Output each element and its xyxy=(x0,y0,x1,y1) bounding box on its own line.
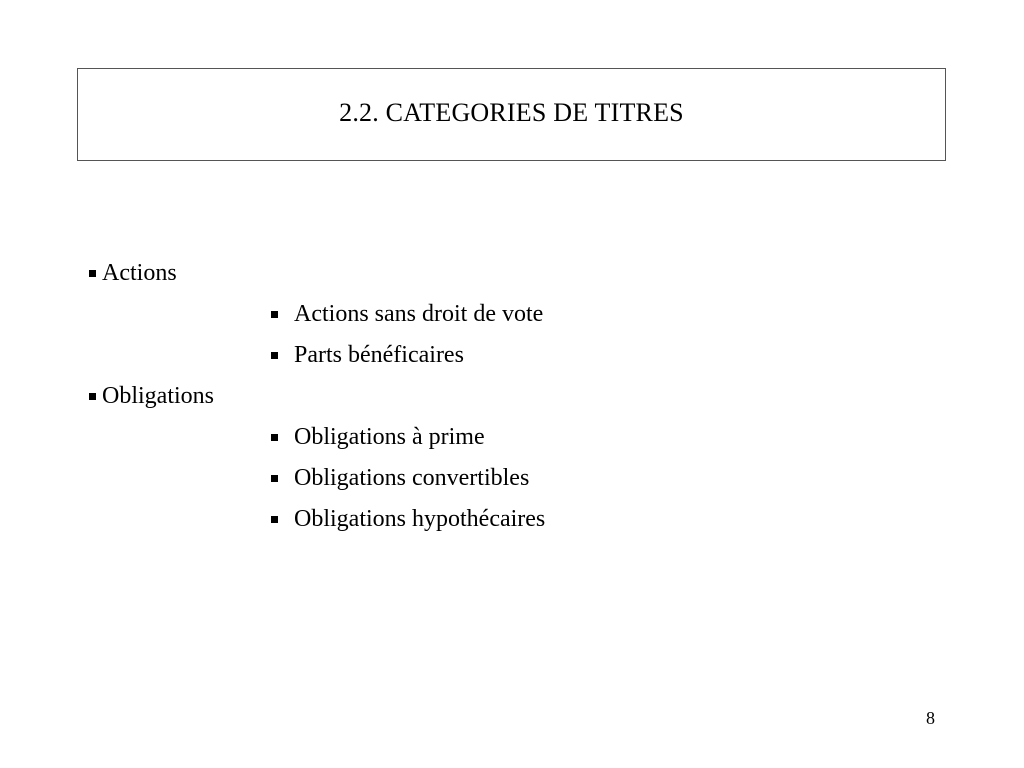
list-item-obligations-a-prime xyxy=(271,423,485,451)
page-number: 8 xyxy=(926,708,935,728)
list-item-obligations-hypothecaires xyxy=(271,505,545,533)
slide-title-box xyxy=(77,68,946,161)
square-bullet-icon xyxy=(271,475,278,482)
list-item-label: Obligations hypothécaires xyxy=(294,506,546,532)
square-bullet-icon xyxy=(89,393,96,400)
slide-title: 2.2. CATEGORIES DE TITRES xyxy=(339,97,684,127)
list-item-label: Actions sans droit de vote xyxy=(294,301,544,327)
list-item-label: Obligations xyxy=(102,383,214,409)
square-bullet-icon xyxy=(271,352,278,359)
square-bullet-icon xyxy=(271,434,278,441)
square-bullet-icon xyxy=(271,516,278,523)
list-item-obligations xyxy=(89,382,214,410)
list-item-obligations-convertibles xyxy=(271,464,529,492)
list-item-label: Obligations convertibles xyxy=(294,465,530,491)
list-item-label: Actions xyxy=(102,260,177,286)
list-item-actions-sans-droit-de-vote xyxy=(271,300,543,328)
list-item-label: Obligations à prime xyxy=(294,424,485,450)
list-item-actions xyxy=(89,259,177,287)
square-bullet-icon xyxy=(271,311,278,318)
square-bullet-icon xyxy=(89,270,96,277)
list-item-label: Parts bénéficaires xyxy=(294,342,464,368)
list-item-parts-beneficaires xyxy=(271,341,464,369)
